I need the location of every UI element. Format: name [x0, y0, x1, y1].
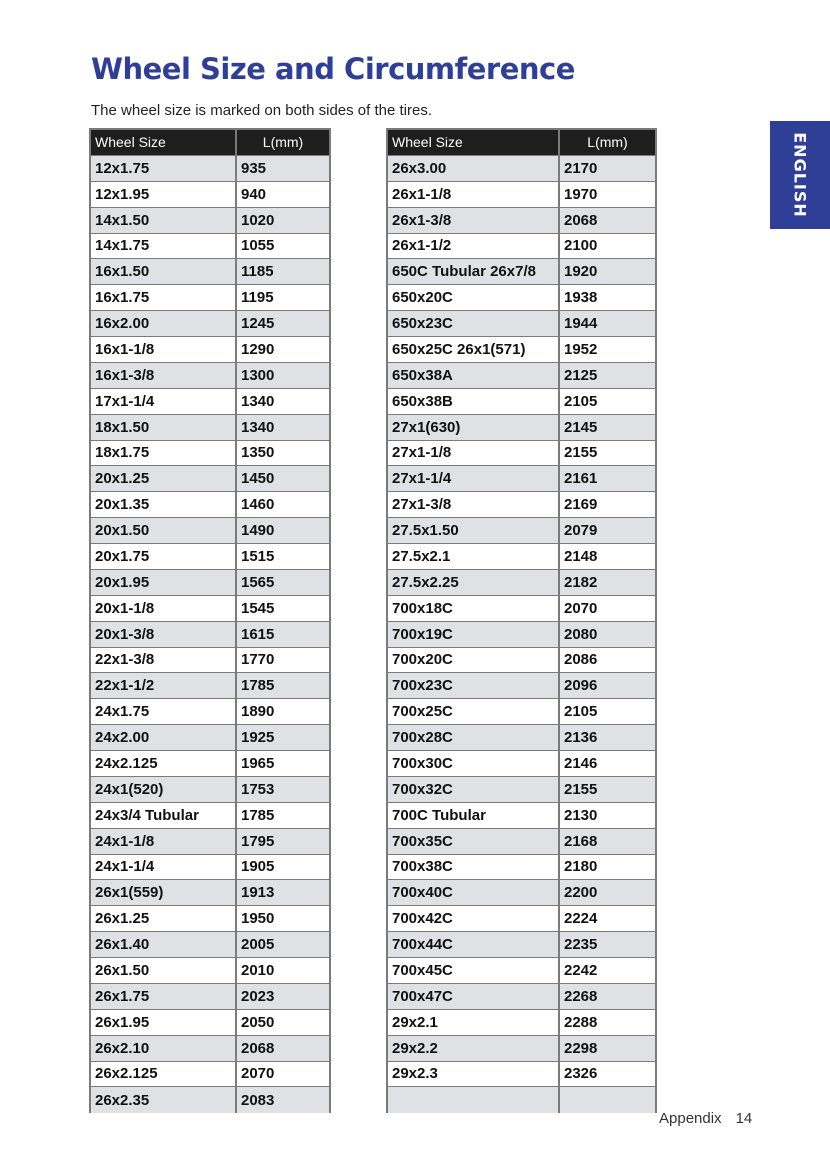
wheel-size-cell: 650x20C [388, 285, 560, 310]
table-row [388, 389, 655, 415]
table-row [91, 492, 329, 518]
table-row [388, 648, 655, 674]
length-cell: 2268 [560, 984, 655, 1009]
table-row [388, 518, 655, 544]
wheel-size-cell: 700x28C [388, 725, 560, 750]
length-cell: 1545 [237, 596, 329, 621]
table-row [388, 208, 655, 234]
table-row [388, 466, 655, 492]
length-cell: 2050 [237, 1010, 329, 1035]
length-cell: 2068 [237, 1036, 329, 1061]
wheel-size-cell: 700x32C [388, 777, 560, 802]
language-tab [770, 121, 830, 229]
table-row [388, 234, 655, 260]
table-row [91, 829, 329, 855]
table-row [388, 673, 655, 699]
length-cell: 2105 [560, 389, 655, 414]
wheel-size-cell: 20x1.95 [91, 570, 237, 595]
length-cell: 1450 [237, 466, 329, 491]
wheel-size-cell: 24x1-1/4 [91, 855, 237, 880]
table-row [91, 363, 329, 389]
wheel-size-cell: 20x1-3/8 [91, 622, 237, 647]
wheel-size-cell: 27x1-1/8 [388, 441, 560, 466]
table-row [91, 285, 329, 311]
table-row [91, 699, 329, 725]
table-row [91, 648, 329, 674]
table-row [388, 855, 655, 881]
length-cell: 2235 [560, 932, 655, 957]
table-row [388, 958, 655, 984]
length-cell: 2145 [560, 415, 655, 440]
table-row [91, 751, 329, 777]
wheel-size-cell: 22x1-1/2 [91, 673, 237, 698]
wheel-size-cell: 650x38A [388, 363, 560, 388]
length-cell: 1185 [237, 259, 329, 284]
wheel-size-cell: 26x1-1/8 [388, 182, 560, 207]
wheel-size-cell: 27.5x2.25 [388, 570, 560, 595]
table-row [388, 492, 655, 518]
table-row [91, 1036, 329, 1062]
length-cell: 2326 [560, 1062, 655, 1087]
wheel-size-cell: 26x2.35 [91, 1087, 237, 1113]
length-cell: 2086 [560, 648, 655, 673]
table-row [388, 285, 655, 311]
length-cell: 2242 [560, 958, 655, 983]
table-row [91, 466, 329, 492]
table-row [388, 725, 655, 751]
table-row [388, 906, 655, 932]
wheel-size-cell: 16x1-1/8 [91, 337, 237, 362]
table-row [388, 777, 655, 803]
table-row [388, 259, 655, 285]
wheel-size-cell: 700x47C [388, 984, 560, 1009]
length-cell: 2079 [560, 518, 655, 543]
wheel-size-cell: 27.5x1.50 [388, 518, 560, 543]
length-cell: 1785 [237, 803, 329, 828]
wheel-size-cell: 20x1.75 [91, 544, 237, 569]
wheel-size-cell: 700x25C [388, 699, 560, 724]
wheel-size-cell: 24x3/4 Tubular [91, 803, 237, 828]
wheel-size-cell: 27x1-1/4 [388, 466, 560, 491]
wheel-size-cell: 18x1.50 [91, 415, 237, 440]
length-cell: 1615 [237, 622, 329, 647]
wheel-size-cell: 20x1.25 [91, 466, 237, 491]
footer-section: Appendix [659, 1110, 722, 1127]
length-cell: 1020 [237, 208, 329, 233]
wheel-size-cell: 27x1(630) [388, 415, 560, 440]
language-tab-label: ENGLISH [790, 132, 810, 218]
wheel-size-cell: 26x1.75 [91, 984, 237, 1009]
wheel-size-cell: 16x1.50 [91, 259, 237, 284]
length-cell: 2168 [560, 829, 655, 854]
length-cell: 2155 [560, 777, 655, 802]
table-row [388, 699, 655, 725]
length-cell: 1950 [237, 906, 329, 931]
length-cell: 2005 [237, 932, 329, 957]
wheel-size-cell: 700x30C [388, 751, 560, 776]
length-cell: 2182 [560, 570, 655, 595]
length-cell: 2083 [237, 1087, 329, 1113]
wheel-size-cell: 700x23C [388, 673, 560, 698]
table-row [91, 415, 329, 441]
page-footer [659, 1110, 752, 1127]
table-row [388, 984, 655, 1010]
length-cell [560, 1087, 655, 1113]
wheel-size-cell: 650x25C 26x1(571) [388, 337, 560, 362]
table-row [91, 958, 329, 984]
table-row [388, 1087, 655, 1113]
length-cell: 2161 [560, 466, 655, 491]
table-row [388, 570, 655, 596]
length-cell: 1290 [237, 337, 329, 362]
table-row [91, 777, 329, 803]
table-header [91, 130, 329, 156]
wheel-size-cell: 700x18C [388, 596, 560, 621]
wheel-size-cell: 700x38C [388, 855, 560, 880]
table-row [388, 622, 655, 648]
length-cell: 2136 [560, 725, 655, 750]
length-cell: 1490 [237, 518, 329, 543]
wheel-size-cell: 24x1-1/8 [91, 829, 237, 854]
wheel-size-cell: 24x2.125 [91, 751, 237, 776]
length-cell: 1350 [237, 441, 329, 466]
wheel-size-cell: 26x2.125 [91, 1062, 237, 1087]
table-row [91, 673, 329, 699]
table-row [388, 596, 655, 622]
length-cell: 1965 [237, 751, 329, 776]
header-wheel-size: Wheel Size [91, 130, 237, 155]
wheel-size-cell: 16x1.75 [91, 285, 237, 310]
length-cell: 1944 [560, 311, 655, 336]
header-length: L(mm) [237, 130, 329, 155]
table-row [91, 1062, 329, 1088]
wheel-size-cell: 29x2.1 [388, 1010, 560, 1035]
wheel-size-cell: 700x35C [388, 829, 560, 854]
table-row [91, 984, 329, 1010]
length-cell: 2155 [560, 441, 655, 466]
page-subtitle: The wheel size is marked on both sides of the tires. [91, 102, 433, 119]
table-row [388, 182, 655, 208]
length-cell: 1460 [237, 492, 329, 517]
wheel-size-cell [388, 1087, 560, 1113]
wheel-size-cell: 16x2.00 [91, 311, 237, 336]
table-row [91, 855, 329, 881]
wheel-size-cell: 20x1-1/8 [91, 596, 237, 621]
length-cell: 1753 [237, 777, 329, 802]
table-row [388, 932, 655, 958]
table-row [388, 880, 655, 906]
wheel-size-cell: 12x1.75 [91, 156, 237, 181]
wheel-size-cell: 26x1-1/2 [388, 234, 560, 259]
wheel-size-cell: 17x1-1/4 [91, 389, 237, 414]
length-cell: 2080 [560, 622, 655, 647]
table-row [388, 441, 655, 467]
wheel-size-table-right [386, 128, 657, 1113]
table-row [388, 415, 655, 441]
table-row [388, 751, 655, 777]
wheel-size-cell: 700x20C [388, 648, 560, 673]
table-row [91, 182, 329, 208]
length-cell: 1938 [560, 285, 655, 310]
table-row [91, 932, 329, 958]
table-row [91, 518, 329, 544]
wheel-size-cell: 26x1.40 [91, 932, 237, 957]
length-cell: 2070 [560, 596, 655, 621]
table-row [91, 622, 329, 648]
table-row [91, 156, 329, 182]
table-row [91, 570, 329, 596]
wheel-size-cell: 650x23C [388, 311, 560, 336]
wheel-size-cell: 26x3.00 [388, 156, 560, 181]
length-cell: 2146 [560, 751, 655, 776]
wheel-size-cell: 16x1-3/8 [91, 363, 237, 388]
table-row [388, 803, 655, 829]
length-cell: 2170 [560, 156, 655, 181]
wheel-size-cell: 18x1.75 [91, 441, 237, 466]
length-cell: 1195 [237, 285, 329, 310]
table-row [91, 1087, 329, 1113]
header-length: L(mm) [560, 130, 655, 155]
wheel-size-cell: 14x1.75 [91, 234, 237, 259]
length-cell: 2200 [560, 880, 655, 905]
length-cell: 1245 [237, 311, 329, 336]
wheel-size-cell: 650C Tubular 26x7/8 [388, 259, 560, 284]
wheel-size-cell: 20x1.35 [91, 492, 237, 517]
length-cell: 940 [237, 182, 329, 207]
table-row [91, 337, 329, 363]
wheel-size-cell: 20x1.50 [91, 518, 237, 543]
length-cell: 1340 [237, 389, 329, 414]
wheel-size-cell: 650x38B [388, 389, 560, 414]
wheel-size-cell: 26x1-3/8 [388, 208, 560, 233]
length-cell: 1920 [560, 259, 655, 284]
length-cell: 1952 [560, 337, 655, 362]
length-cell: 2096 [560, 673, 655, 698]
wheel-size-cell: 24x1(520) [91, 777, 237, 802]
table-row [91, 208, 329, 234]
page-title: Wheel Size and Circumference [91, 52, 575, 86]
table-row [388, 1036, 655, 1062]
length-cell: 2298 [560, 1036, 655, 1061]
length-cell: 1913 [237, 880, 329, 905]
table-row [91, 803, 329, 829]
wheel-size-cell: 26x1.95 [91, 1010, 237, 1035]
length-cell: 2023 [237, 984, 329, 1009]
table-row [91, 906, 329, 932]
length-cell: 1970 [560, 182, 655, 207]
length-cell: 1515 [237, 544, 329, 569]
wheel-size-cell: 22x1-3/8 [91, 648, 237, 673]
table-row [91, 725, 329, 751]
length-cell: 2148 [560, 544, 655, 569]
table-row [91, 389, 329, 415]
wheel-size-cell: 700x19C [388, 622, 560, 647]
length-cell: 1785 [237, 673, 329, 698]
table-row [388, 1010, 655, 1036]
length-cell: 2288 [560, 1010, 655, 1035]
table-row [91, 441, 329, 467]
wheel-size-cell: 26x2.10 [91, 1036, 237, 1061]
wheel-size-cell: 12x1.95 [91, 182, 237, 207]
wheel-size-cell: 700x45C [388, 958, 560, 983]
table-row [388, 311, 655, 337]
table-row [388, 544, 655, 570]
table-row [388, 337, 655, 363]
table-row [91, 259, 329, 285]
length-cell: 1905 [237, 855, 329, 880]
wheel-size-cell: 700C Tubular [388, 803, 560, 828]
length-cell: 2100 [560, 234, 655, 259]
table-row [388, 1062, 655, 1088]
wheel-size-cell: 24x2.00 [91, 725, 237, 750]
table-row [91, 311, 329, 337]
wheel-size-cell: 27x1-3/8 [388, 492, 560, 517]
table-row [91, 234, 329, 260]
header-wheel-size: Wheel Size [388, 130, 560, 155]
page-number: 14 [735, 1110, 753, 1127]
length-cell: 1565 [237, 570, 329, 595]
wheel-size-table-left [89, 128, 331, 1113]
length-cell: 2010 [237, 958, 329, 983]
wheel-size-cell: 26x1(559) [91, 880, 237, 905]
length-cell: 2224 [560, 906, 655, 931]
length-cell: 2180 [560, 855, 655, 880]
length-cell: 935 [237, 156, 329, 181]
length-cell: 2070 [237, 1062, 329, 1087]
wheel-size-cell: 700x44C [388, 932, 560, 957]
wheel-size-cell: 14x1.50 [91, 208, 237, 233]
wheel-size-cell: 700x40C [388, 880, 560, 905]
table-row [91, 880, 329, 906]
wheel-size-cell: 29x2.2 [388, 1036, 560, 1061]
length-cell: 1055 [237, 234, 329, 259]
table-row [388, 156, 655, 182]
length-cell: 1300 [237, 363, 329, 388]
length-cell: 1795 [237, 829, 329, 854]
length-cell: 1925 [237, 725, 329, 750]
wheel-size-cell: 27.5x2.1 [388, 544, 560, 569]
length-cell: 2125 [560, 363, 655, 388]
length-cell: 2169 [560, 492, 655, 517]
table-row [91, 596, 329, 622]
length-cell: 1890 [237, 699, 329, 724]
wheel-size-cell: 24x1.75 [91, 699, 237, 724]
table-row [388, 829, 655, 855]
length-cell: 2105 [560, 699, 655, 724]
length-cell: 1340 [237, 415, 329, 440]
length-cell: 2068 [560, 208, 655, 233]
table-row [91, 1010, 329, 1036]
length-cell: 1770 [237, 648, 329, 673]
table-header [388, 130, 655, 156]
wheel-size-cell: 26x1.50 [91, 958, 237, 983]
length-cell: 2130 [560, 803, 655, 828]
wheel-size-cell: 29x2.3 [388, 1062, 560, 1087]
wheel-size-cell: 700x42C [388, 906, 560, 931]
wheel-size-cell: 26x1.25 [91, 906, 237, 931]
table-row [388, 363, 655, 389]
table-row [91, 544, 329, 570]
